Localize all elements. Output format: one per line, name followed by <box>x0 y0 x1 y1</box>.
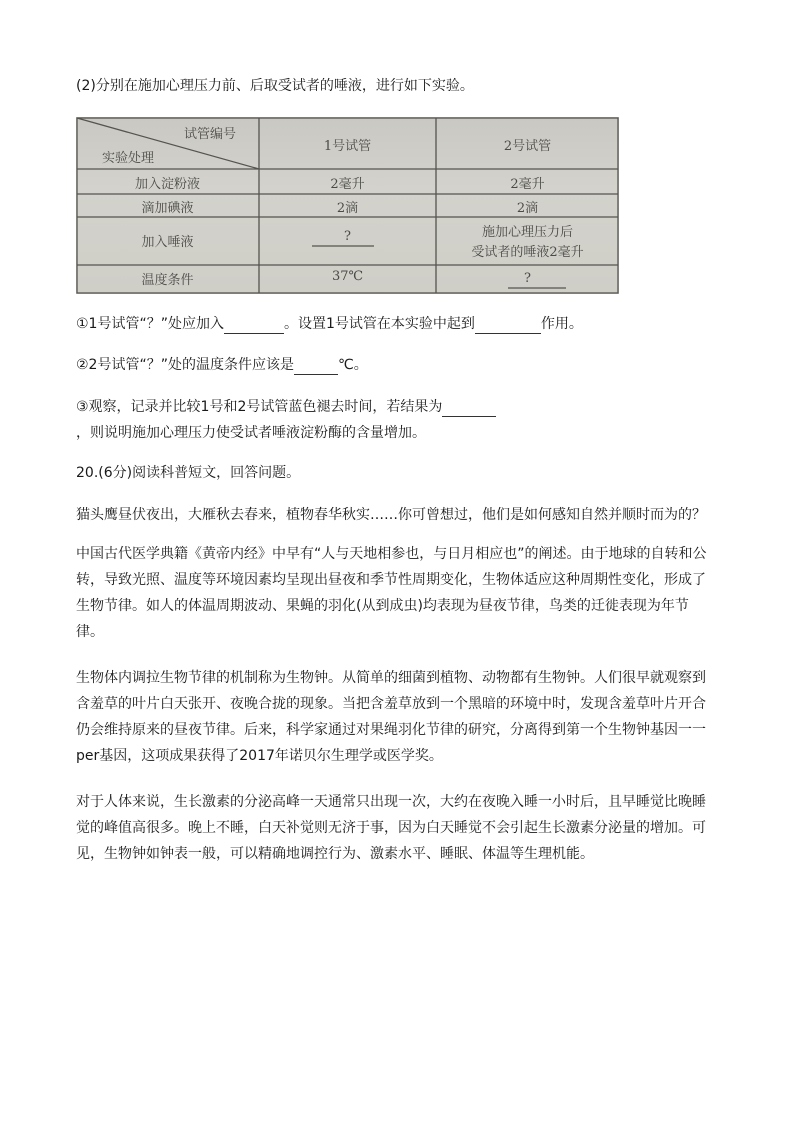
cell-tube1-starch: 2毫升 <box>330 177 365 192</box>
sub-question-1: ①1号试管“？”处应加入 。设置1号试管在本实验中起到 作用。 <box>76 316 583 332</box>
row-label-starch: 加入淀粉液 <box>134 177 200 192</box>
question-2-intro: (2)分别在施加心理压力前、后取受试者的唾液，进行如下实验。 <box>76 78 474 94</box>
answer-blank-1b[interactable] <box>475 317 541 334</box>
header-treatment: 实验处理 <box>102 151 155 166</box>
cell-tube1-temperature: 37℃ <box>331 269 364 284</box>
sub-question-2: ②2号试管“？”处的温度条件应该是 ℃。 <box>76 357 368 373</box>
column-tube-2: 2号试管 <box>503 139 552 154</box>
row-label-saliva: 加入唾液 <box>141 235 194 250</box>
cell-tube2-starch: 2毫升 <box>510 177 545 192</box>
row-label-iodine: 滴加碘液 <box>141 201 194 216</box>
answer-blank-2[interactable] <box>294 358 338 375</box>
experiment-table-photo <box>76 117 619 294</box>
answer-blank-1a[interactable] <box>224 317 284 334</box>
sub-question-3-continued: ，则说明施加心理压力使受试者唾液淀粉酶的含量增加。 <box>76 425 426 441</box>
paragraph-1: 猫头鹰昼伏夜出，大雁秋去春来，植物春华秋实……你可曾想过，他们是如何感知自然并顺时而为的？ <box>76 507 706 523</box>
cell-tube2-saliva-line2: 受试者的唾液2毫升 <box>471 245 584 260</box>
column-tube-1: 1号试管 <box>323 139 372 154</box>
question-20-title: 20.(6分)阅读科普短文，回答问题。 <box>76 465 301 481</box>
cell-tube1-saliva: ? <box>344 229 351 244</box>
cell-tube2-saliva-line1: 施加心理压力后 <box>481 225 573 240</box>
paragraph-4: 对于人体来说，生长激素的分泌高峰一天通常只出现一次，大约在夜晚入睡一小时后，且早睡觉比晚睡觉的峰值高很多。晚上不睡，白天补觉则无济于事，因为白天睡觉不会引起生长激素分泌量的增加。可见，生物钟如钟表一般，可以精确地调控行为、激素水平、睡眠、体温等生理机能。 <box>76 794 706 862</box>
cell-tube2-iodine: 2滴 <box>516 201 539 216</box>
header-tube-number: 试管编号 <box>184 127 237 142</box>
answer-blank-3[interactable] <box>442 400 496 417</box>
paragraph-3: 生物体内调拉生物节律的机制称为生物钟。从简单的细菌到植物、动物都有生物钟。人们很早就观察到含羞草的叶片白天张开、夜晚合拢的现象。当把含羞草放到一个黑暗的环境中时，发现含羞草叶片开合仍会维持原来的昼夜节律。后来，科学家通过对果绳羽化节律的研究，分离得到第一个生物钟基因一一per基因，这项成果获得了2017年诺贝尔生理学或医学奖。 <box>76 670 706 764</box>
cell-tube1-iodine: 2滴 <box>336 201 359 216</box>
row-label-temperature: 温度条件 <box>141 273 194 288</box>
paragraph-2: 中国古代医学典籍《黄帝内经》中早有“人与天地相参也，与日月相应也”的阐述。由于地球的自转和公转，导致光照、温度等环境因素均呈现出昼夜和季节性周期变化，生物体适应这种周期性变化，形成了生物节律。如人的体温周期波动、果蝇的羽化(从到成虫)均表现为昼夜节律，鸟类的迁徙表现为年节律。 <box>76 546 707 640</box>
sub-question-3: ③观察，记录并比较1号和2号试管蓝色褪去时间，若结果为 <box>76 397 496 417</box>
cell-tube2-temperature: ? <box>524 271 531 286</box>
